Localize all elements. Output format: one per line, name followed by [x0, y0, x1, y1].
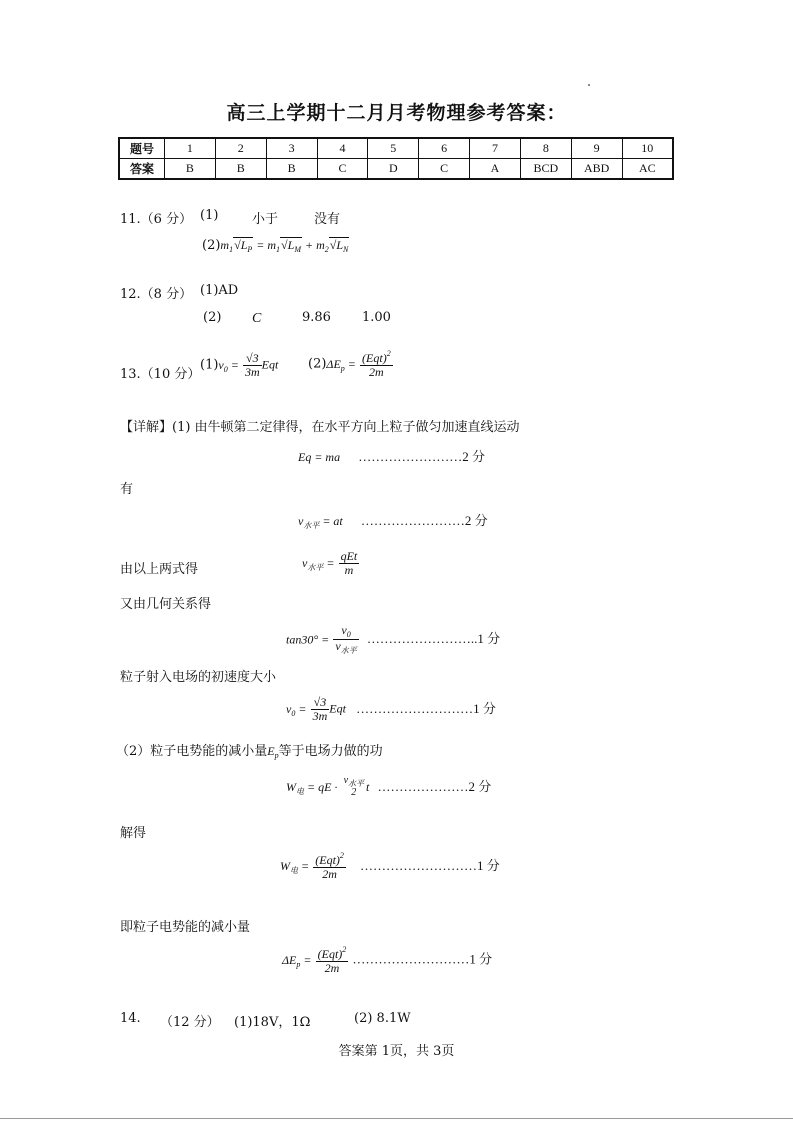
table-cell-answer: ABD [571, 159, 622, 180]
q14-label: 14. [120, 1011, 141, 1026]
detail-part2-sym: E [267, 744, 275, 758]
detail-eq4-score: ……………………..1 分 [366, 631, 501, 647]
table-cell-answer: A [470, 159, 521, 180]
page-footer: 答案第 1页，共 3页 [338, 1044, 455, 1059]
table-row-answers [119, 159, 673, 180]
table-cell-answer: C [419, 159, 470, 180]
table-cell-number: 6 [419, 138, 470, 159]
q13-v0: v [218, 357, 224, 372]
detail-eq5: $v_0$ = $\frac{√3}{3m}$ Eqt ………………………1 分 [286, 695, 496, 723]
detail-eq3-num: qEt [340, 549, 358, 563]
q13-v0-sub: 0 [223, 364, 228, 374]
detail-init-speed: 粒子射入电场的初速度大小 [120, 670, 277, 685]
page-title: 高三上学期十二月月考物理参考答案： [226, 102, 567, 124]
detail-eq8-sub: p [296, 959, 301, 969]
detail-eq8-den: 2m [324, 960, 340, 975]
q11-f-L2-sub: M [294, 245, 301, 254]
q11-answer1: 小于 [252, 212, 279, 227]
detail-eq2 [298, 510, 488, 531]
detail-eq7-sub: 电 [290, 865, 298, 875]
q13-answer2: $(2)\Delta E_p$ = $\frac{(Eqt)^2}{2m}$ [308, 349, 391, 379]
table-cell-number: 1 [165, 138, 216, 159]
table-row-numbers [119, 138, 673, 159]
table-cell-answer: B [266, 159, 317, 180]
detail-solve: 解得 [120, 826, 147, 841]
table-cell-answer: AC [622, 159, 673, 180]
table-cell-number: 3 [266, 138, 317, 159]
table-cell-number: 5 [368, 138, 419, 159]
detail-from-both: 由以上两式得 [120, 562, 199, 577]
detail-part2 [116, 740, 383, 760]
q13-dEp: ΔE [326, 356, 341, 371]
detail-eq4 [286, 624, 500, 656]
detail-eq6-score: …………………2 分 [377, 779, 492, 794]
detail-eq3-lhs: v [302, 555, 308, 570]
table-cell-number: 8 [520, 138, 571, 159]
detail-eq5-tail: Eqt [329, 701, 346, 716]
q11-f-m3: + m [304, 238, 325, 252]
q11-f-m2: = m [256, 238, 277, 252]
q11-f-m2-sub: 1 [276, 245, 281, 254]
q11-f-L2: L [287, 238, 295, 252]
detail-geo: 又由几何关系得 [120, 597, 212, 612]
detail-eq1-score: ……………………2 分 [358, 449, 485, 464]
q14-answer2: (2) 8.1W [354, 1011, 411, 1026]
detail-eq5-sub: 0 [291, 708, 296, 718]
table-cell-answer: B [165, 159, 216, 180]
detail-eq6-den: 2 [351, 787, 357, 799]
detail-eq7: $W_电$ = $\frac{(Eqt)^2}{2m}$ ………………………1 分 [280, 851, 500, 881]
q12-part1: (1)AD [200, 283, 239, 298]
detail-eq8: $\Delta E_p$ = $\frac{(Eqt)^2}{2m}$ ………………………1 分 [282, 945, 493, 975]
scan-dot [588, 84, 590, 86]
detail-intro: 【详解】(1) 由牛顿第二定律得，在水平方向上粒子做匀加速直线运动 [120, 420, 520, 435]
q11-f-L1: L [240, 238, 248, 252]
detail-eq2-score: ……………………2 分 [360, 513, 488, 528]
answer-table [118, 137, 674, 180]
detail-eq5-lhs: v [286, 701, 292, 716]
detail-eq1-formula: Eq = ma [298, 450, 341, 464]
q13-part2: (2) [308, 356, 327, 372]
q13-2m: 2m [369, 364, 384, 379]
q14-answer1: (1)18V，1Ω [234, 1015, 311, 1030]
q13-eqt: Eqt [261, 357, 279, 372]
detail-eq6-lhs: W [286, 780, 296, 794]
detail-eq4-den: v [335, 639, 341, 654]
detail-eq3-sub: 水平 [307, 562, 324, 572]
q12-label: 12.（8 分） [120, 287, 193, 302]
table-cell-number: 4 [317, 138, 368, 159]
detail-part2-tail: 等于电场力做的功 [278, 744, 383, 759]
q13-dEp-sub: p [340, 363, 345, 373]
detail-eq6-t: t [366, 780, 370, 794]
detail-eq5-score: ………………………1 分 [356, 700, 496, 716]
detail-eq6-mid: = qE · [307, 780, 338, 794]
detail-eq6-num-sub: 水平 [348, 779, 365, 789]
q11-label: 11.（6 分） [120, 212, 193, 227]
detail-eq5-num: √3 [311, 696, 330, 710]
q11-answer2: 没有 [314, 212, 341, 227]
detail-eq7-score: ………………………1 分 [360, 857, 500, 873]
q11-part1: (1) [200, 208, 219, 223]
q11-f-L3: L [336, 238, 344, 252]
table-cell-number: 9 [571, 138, 622, 159]
q11-part2: (2) [202, 238, 221, 253]
detail-eq6-num: v [343, 775, 349, 787]
q13-sqrt3: √3 [243, 352, 262, 366]
detail-reduce: 即粒子电势能的减小量 [120, 920, 251, 935]
detail-eq3: $v_{水平}$ = $\frac{\text{qEt}}{m}$ [302, 549, 358, 577]
q13-eq: = [230, 357, 239, 372]
bottom-divider [0, 1118, 793, 1119]
detail-eq6 [286, 776, 491, 799]
detail-eq4-num-sub: 0 [346, 630, 351, 639]
detail-eq3-den: m [344, 562, 354, 577]
detail-part2-text: （2）粒子电势能的减小量 [116, 744, 268, 759]
q11-f-m1: m [220, 238, 230, 252]
table-cell-answer: C [317, 159, 368, 180]
detail-eq4-den-sub: 水平 [340, 646, 357, 656]
detail-eq7-den: 2m [322, 866, 337, 881]
detail-eq4-lhs: tan30° = [286, 632, 330, 647]
detail-eq6-sub: 电 [296, 787, 304, 796]
q11-f-L3-sub: N [343, 245, 349, 254]
detail-eq2-lhs: v [298, 514, 304, 528]
table-cell-number: 10 [622, 138, 673, 159]
detail-eq2-sub: 水平 [303, 521, 320, 530]
q14-score: （12 分） [160, 1015, 220, 1030]
q12-answer-c: C [252, 311, 262, 326]
detail-eq8-sq: 2 [342, 945, 347, 954]
q11-f-m1-sub: 1 [229, 245, 234, 254]
q13-answer1 [200, 352, 278, 378]
detail-eq8-lhs: ΔE [282, 952, 297, 967]
detail-eq5-den: 3m [312, 708, 328, 723]
q12-answer-g: 9.86 [302, 310, 331, 325]
table-cell-answer: BCD [520, 159, 571, 180]
q11-f-L1-sub: P [247, 245, 253, 254]
detail-eq8-num: (Eqt) [317, 947, 343, 961]
table-header-number: 题号 [119, 138, 165, 159]
detail-part2-sym-sub: p [274, 751, 279, 760]
detail-eq7-lhs: W [280, 858, 290, 873]
table-cell-answer: D [368, 159, 419, 180]
q13-label: 13.（10 分） [120, 367, 201, 382]
q13-sq: 2 [386, 349, 391, 358]
detail-eq7-num: (Eqt) [315, 853, 340, 867]
detail-eq8-score: ………………………1 分 [352, 951, 493, 967]
q12-answer-r: 1.00 [362, 310, 391, 325]
q12-part2: (2) [203, 310, 222, 325]
q13-eqt2: (Eqt) [362, 351, 387, 365]
q13-part1: (1) [200, 357, 219, 373]
detail-eq2-rhs: = at [322, 514, 343, 528]
table-cell-answer: B [215, 159, 266, 180]
detail-eq7-sq: 2 [339, 851, 344, 860]
detail-eq4-num: v [341, 623, 347, 637]
detail-eq1 [298, 446, 485, 465]
table-cell-number: 7 [470, 138, 521, 159]
q11-f-m3-sub: 2 [324, 245, 329, 254]
q13-3m: 3m [245, 364, 260, 379]
q11-formula: $(2)m_1√L_P = m_1√L_M + m_2√L_N$ [202, 238, 349, 254]
detail-you: 有 [120, 482, 134, 497]
table-cell-number: 2 [215, 138, 266, 159]
table-header-answer: 答案 [119, 159, 165, 180]
